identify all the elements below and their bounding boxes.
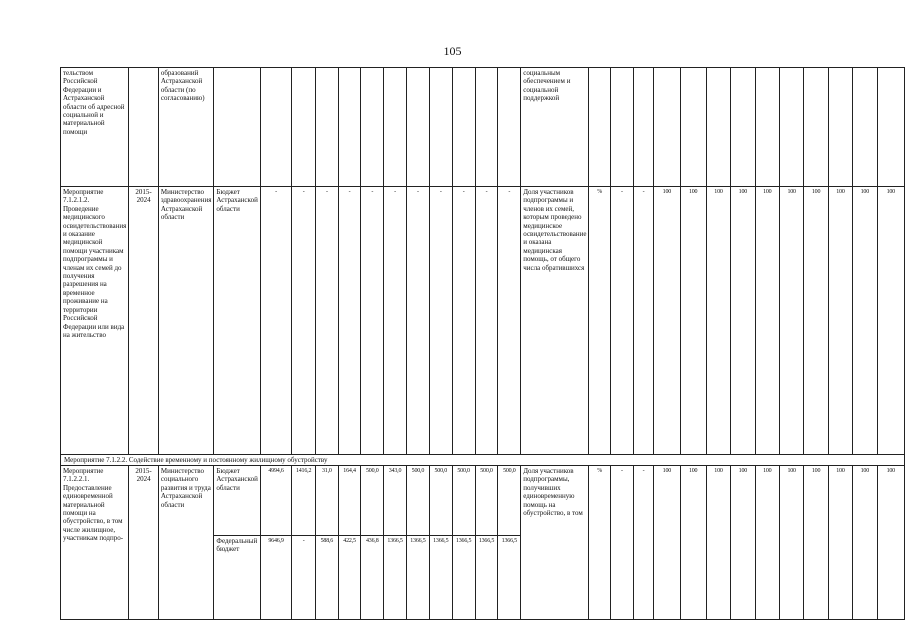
source-cell: Бюджет Астраханской области <box>214 187 260 455</box>
value-cell: - <box>292 187 316 455</box>
value-cell: 1366,5 <box>498 536 521 620</box>
value-cell: - <box>452 187 475 455</box>
measure-name-cell: Мероприятие 7.1.2.1.2. Проведение медицинского освидетельствования и оказание медицинской помощи участникам подпрограммы и членам их семей до получения разрешения на временное проживание на территории Российской Федерации или вида на жительство <box>61 187 129 455</box>
value-cell: 500,0 <box>475 466 498 536</box>
executor-cell: Министерство здравоохранения Астраханской области <box>158 187 214 455</box>
value-cell: 1366,5 <box>475 536 498 620</box>
value-cell: - <box>316 187 339 455</box>
target-cell: 100 <box>804 187 828 455</box>
target-cell: 100 <box>731 187 755 455</box>
source-cell: Федеральный бюджет <box>214 536 260 620</box>
value-cell: 500,0 <box>498 466 521 536</box>
indicator-cell: Доля участников подпрограммы, получивших единовременную помощь на обустройство, в том <box>521 466 589 620</box>
value-cell: - <box>292 536 316 620</box>
period-cell <box>129 68 159 187</box>
value-cell: - <box>361 187 384 455</box>
value-cell: 1366,5 <box>406 536 429 620</box>
target-cell: 100 <box>654 187 680 455</box>
section-title: Мероприятие 7.1.2.2. Содействие временному и постоянному жилищному обустройству <box>61 455 905 466</box>
period-cell: 2015-2024 <box>129 466 159 620</box>
executor-cell: образований Астраханской области (по согласованию) <box>158 68 214 187</box>
target-cell: 100 <box>779 466 803 620</box>
target-cell: 100 <box>877 187 904 455</box>
target-cell: 100 <box>755 466 779 620</box>
program-table <box>60 67 905 620</box>
value-cell: - <box>384 187 407 455</box>
target-cell: 100 <box>706 187 730 455</box>
target-cell: 100 <box>779 187 803 455</box>
target-cell: 100 <box>804 466 828 620</box>
value-cell: 9646,9 <box>260 536 291 620</box>
value-cell: - <box>429 187 452 455</box>
page-number: 105 <box>443 44 462 58</box>
value-cell: - <box>338 187 361 455</box>
value-cell: 500,0 <box>361 466 384 536</box>
unit-cell: % <box>589 187 610 455</box>
indicator-cell: социальным обеспечением и социальной поддержкой <box>521 68 589 187</box>
value-cell: 343,0 <box>384 466 407 536</box>
target-cell: 100 <box>731 466 755 620</box>
target-cell: 100 <box>680 466 706 620</box>
value-cell: - <box>260 187 291 455</box>
target-cell: 100 <box>853 187 877 455</box>
unit-cell: % <box>589 466 610 620</box>
measure-name-cell: тельством Российской Федерации и Астраханской области об адресной социальной и материальной помощи <box>61 68 129 187</box>
base-cell: - <box>610 187 633 455</box>
value-cell: - <box>498 187 521 455</box>
target-cell: 100 <box>706 466 730 620</box>
period-cell: 2015-2024 <box>129 187 159 455</box>
base-cell: - <box>633 187 653 455</box>
value-cell: 1366,5 <box>384 536 407 620</box>
base-cell: - <box>633 466 653 620</box>
value-cell: 31,0 <box>316 466 339 536</box>
value-cell: 4994,6 <box>260 466 291 536</box>
value-cell: 436,8 <box>361 536 384 620</box>
target-cell: 100 <box>654 466 680 620</box>
value-cell: - <box>475 187 498 455</box>
target-cell: 100 <box>828 466 852 620</box>
measure-name-cell: Мероприятие 7.1.2.2.1. Предоставление единовременной материальной помощи на обустройство, в том числе жилищное, участникам подпро- <box>61 466 129 620</box>
table-row <box>61 466 905 536</box>
value-cell: 500,0 <box>406 466 429 536</box>
source-cell: Бюджет Астраханской области <box>214 466 260 536</box>
source-cell <box>214 68 260 187</box>
value-cell: 1366,5 <box>429 536 452 620</box>
target-cell: 100 <box>877 466 904 620</box>
target-cell: 100 <box>853 466 877 620</box>
table-row <box>61 68 905 187</box>
executor-cell: Министерство социального развития и труда Астраханской области <box>158 466 214 620</box>
value-cell: 500,0 <box>452 466 475 536</box>
value-cell: 1366,5 <box>452 536 475 620</box>
table-row <box>61 187 905 455</box>
value-cell: - <box>406 187 429 455</box>
value-cell: 164,4 <box>338 466 361 536</box>
section-row <box>61 455 905 466</box>
target-cell: 100 <box>680 187 706 455</box>
base-cell: - <box>610 466 633 620</box>
value-cell: 500,0 <box>429 466 452 536</box>
target-cell: 100 <box>755 187 779 455</box>
value-cell: 588,6 <box>316 536 339 620</box>
indicator-cell: Доля участников подпрограммы и членов их семей, которым проведено медицинское освидетельствование и оказана медицинская помощь, от общего числа обратившихся <box>521 187 589 455</box>
value-cell: 1416,2 <box>292 466 316 536</box>
value-cell: 422,5 <box>338 536 361 620</box>
target-cell: 100 <box>828 187 852 455</box>
